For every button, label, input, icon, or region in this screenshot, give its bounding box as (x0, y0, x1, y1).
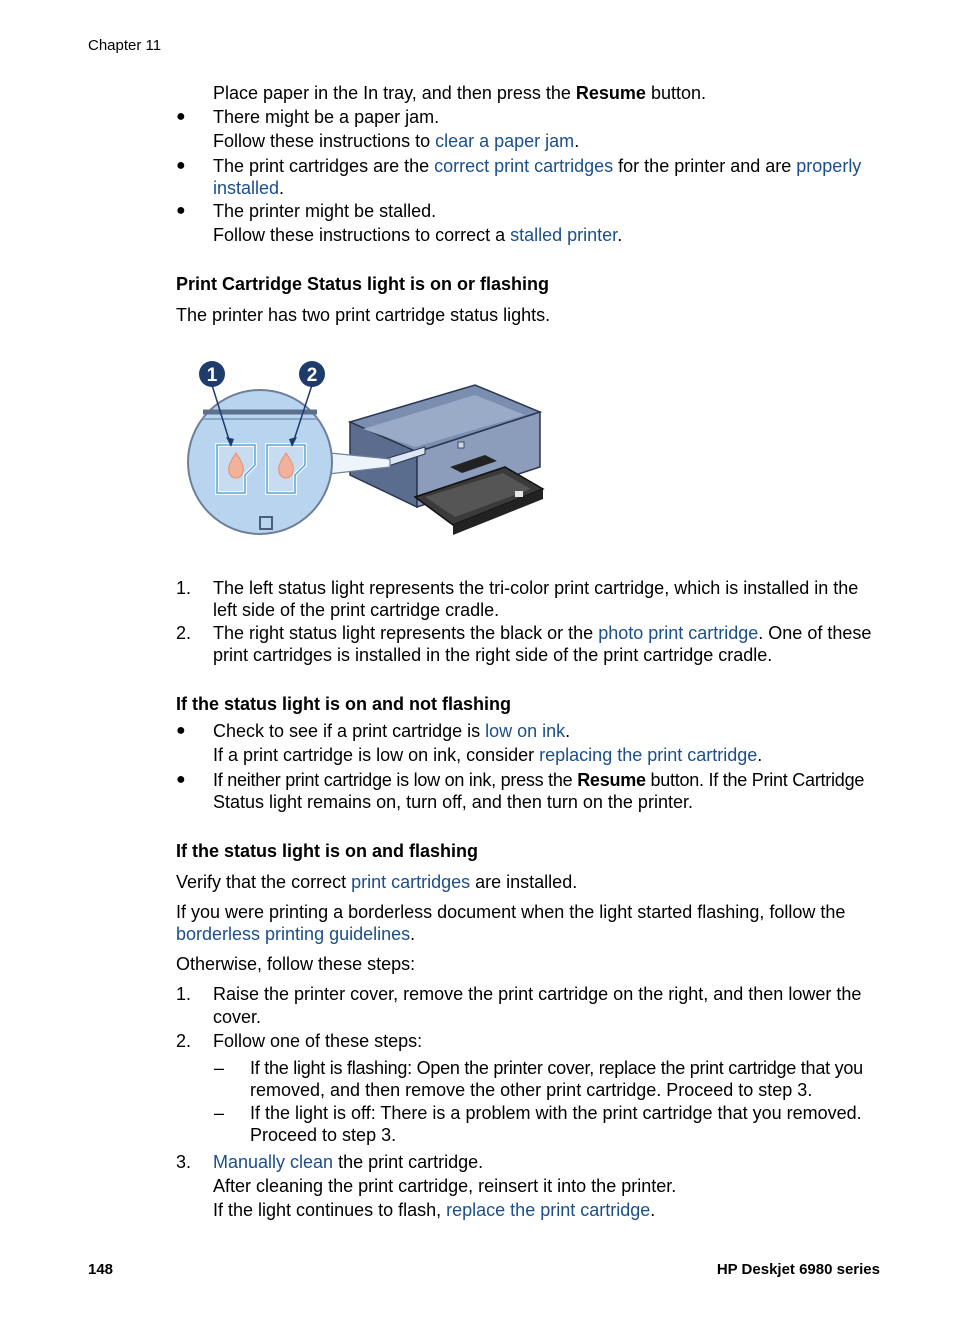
list-item-text (213, 1199, 655, 1221)
borderless-printing-guidelines-link[interactable]: borderless printing guidelines (176, 924, 411, 944)
paragraph (213, 177, 284, 199)
clear-paper-jam-link[interactable]: clear a paper jam (435, 131, 575, 151)
paragraph (213, 155, 861, 177)
paragraph (213, 224, 622, 246)
list-item-text: left side of the print cartridge cradle. (213, 600, 500, 620)
text: button. (645, 83, 706, 103)
paragraph (213, 744, 762, 766)
text: If neither print cartridge is low on ink, press the (213, 770, 578, 790)
text: The print cartridges are the (213, 156, 435, 176)
paragraph (213, 720, 570, 742)
printer-status-lights-illustration (185, 357, 550, 545)
correct-print-cartridges-link[interactable]: correct print cartridges (434, 156, 614, 176)
list-number: 1. (176, 984, 192, 1004)
resume-bold: Resume (577, 770, 646, 790)
text: . (410, 924, 416, 944)
photo-print-cartridge-link[interactable]: photo print cartridge (598, 623, 759, 643)
resume-bold: Resume (575, 83, 646, 103)
list-item-text: cover. (213, 1007, 262, 1027)
section-heading: If the status light is on and not flashing (176, 694, 511, 714)
bullet-text: The printer might be stalled. (213, 201, 437, 221)
replacing-print-cartridge-link[interactable]: replacing the print cartridge (539, 745, 758, 765)
list-item-text (213, 1151, 483, 1173)
text: . (565, 721, 571, 741)
text: Place paper in the In tray, and then press the (213, 83, 576, 103)
manually-clean-link[interactable]: Manually clean (213, 1152, 334, 1172)
low-on-ink-link[interactable]: low on ink (485, 721, 566, 741)
section-heading: If the status light is on and flashing (176, 841, 479, 861)
sub-item-text: If the light is flashing: Open the printer cover, replace the print cartridge that you (250, 1058, 863, 1078)
text: . (279, 178, 285, 198)
sub-item-text: removed, and then remove the other print cartridge. Proceed to step 3. (250, 1080, 813, 1100)
list-number: 2. (176, 1031, 192, 1051)
properly-installed-link[interactable]: installed (213, 178, 280, 198)
paragraph: Otherwise, follow these steps: (176, 954, 416, 974)
bullet: ● (176, 108, 186, 125)
replace-print-cartridge-link[interactable]: replace the print cartridge (446, 1200, 651, 1220)
sub-item-text: Proceed to step 3. (250, 1125, 397, 1145)
text: Verify that the correct (176, 872, 352, 892)
list-item-text (213, 622, 871, 644)
magnified-status-lights (188, 390, 332, 534)
bullet: ● (176, 157, 186, 174)
dash-marker: – (214, 1058, 225, 1078)
stalled-printer-link[interactable]: stalled printer (510, 225, 618, 245)
bullet: ● (176, 771, 186, 788)
text: . (650, 1200, 656, 1220)
paragraph: The printer has two print cartridge status lights. (176, 305, 551, 325)
text: . (574, 131, 580, 151)
product-name: HP Deskjet 6980 series (716, 1261, 880, 1278)
section-heading: Print Cartridge Status light is on or flashing (176, 274, 550, 294)
callout-1-label: 1 (206, 365, 218, 386)
text: If a print cartridge is low on ink, consider (213, 745, 540, 765)
text: The right status light represents the black or the (213, 623, 599, 643)
text: Follow these instructions to correct a (213, 225, 511, 245)
list-number: 2. (176, 623, 192, 643)
list-item-text: The left status light represents the tri-color print cartridge, which is installed in the (213, 578, 859, 598)
list-number: 3. (176, 1152, 192, 1172)
page-number: 148 (88, 1261, 114, 1278)
text: Check to see if a print cartridge is (213, 721, 486, 741)
chapter-header: Chapter 11 (88, 37, 162, 54)
text: the print cartridge. (333, 1152, 484, 1172)
text: If the light continues to flash, (213, 1200, 447, 1220)
list-item-text: print cartridges is installed in the right side of the print cartridge cradle. (213, 645, 773, 665)
bullet: ● (176, 202, 186, 219)
paragraph (176, 871, 577, 893)
text: . (757, 745, 763, 765)
list-item-text: Follow one of these steps: (213, 1031, 423, 1051)
list-item-text: Raise the printer cover, remove the print cartridge on the right, and then lower the (213, 984, 862, 1004)
callout-2-label: 2 (306, 365, 318, 386)
text: are installed. (470, 872, 578, 892)
text: Follow these instructions to (213, 131, 436, 151)
bullet-text: There might be a paper jam. (213, 107, 440, 127)
text: . (617, 225, 623, 245)
list-item-text: After cleaning the print cartridge, reinsert it into the printer. (213, 1176, 677, 1196)
text: for the printer and are (613, 156, 797, 176)
paragraph (213, 82, 706, 104)
paragraph (176, 923, 415, 945)
bullet: ● (176, 722, 186, 739)
dash-marker: – (214, 1103, 225, 1123)
print-cartridges-link[interactable]: print cartridges (351, 872, 471, 892)
text: . One of these (758, 623, 872, 643)
paragraph (213, 130, 579, 152)
sub-item-text: If the light is off: There is a problem with the print cartridge that you removed. (250, 1103, 862, 1123)
paragraph: Status light remains on, turn off, and then turn on the printer. (213, 792, 693, 812)
paragraph (213, 769, 864, 791)
text: button. If the Print Cartridge (645, 770, 865, 790)
paragraph: If you were printing a borderless document when the light started flashing, follow the (176, 902, 846, 922)
list-number: 1. (176, 578, 192, 598)
properly-installed-link[interactable]: properly (796, 156, 862, 176)
